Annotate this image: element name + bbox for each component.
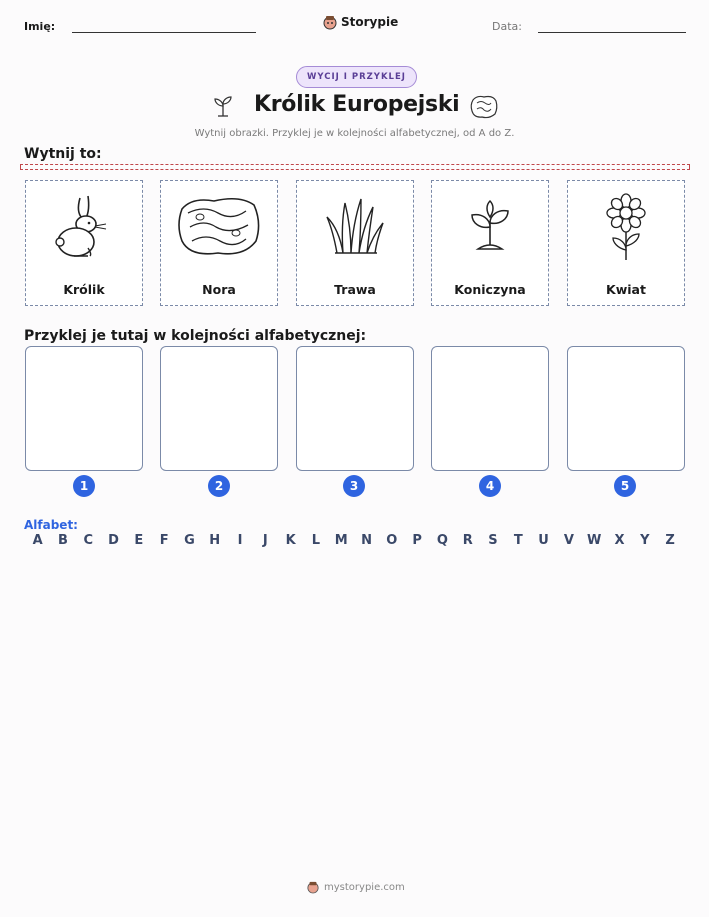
alphabet-letter: J: [262, 533, 268, 548]
alphabet-letter: B: [57, 533, 68, 548]
name-label: Imię:: [24, 20, 56, 33]
card-label: Trawa: [334, 282, 376, 297]
alphabet-letter: L: [311, 533, 321, 548]
cut-line: [20, 164, 690, 170]
card-label: Koniczyna: [454, 282, 526, 297]
alphabet-label: Alfabet:: [24, 518, 78, 532]
paste-slot-5[interactable]: [567, 346, 685, 471]
storypie-mascot-icon: [307, 880, 319, 894]
alphabet-letter: A: [32, 533, 43, 548]
footer: [307, 880, 405, 894]
cut-card-clover[interactable]: [431, 180, 549, 306]
paste-slot-2[interactable]: [160, 346, 278, 471]
page-title: Królik Europejski: [254, 92, 460, 117]
slot-number-badge: 1: [73, 475, 95, 497]
flower-icon: [568, 187, 684, 267]
paste-slot-4[interactable]: [431, 346, 549, 471]
burrow-small-icon: [469, 94, 499, 124]
alphabet-letter: M: [334, 533, 348, 548]
alphabet-letter: I: [237, 533, 243, 548]
alphabet-letter: R: [462, 533, 473, 548]
alphabet-letter: Z: [665, 533, 675, 548]
sprout-icon: [210, 94, 236, 122]
activity-badge: WYCIJ I PRZYKLEJ: [296, 66, 417, 88]
alphabet-letter: F: [159, 533, 169, 548]
alphabet-letter: C: [83, 533, 94, 548]
burrow-icon: [161, 187, 277, 267]
name-line[interactable]: [72, 32, 256, 33]
alphabet-letter: T: [513, 533, 523, 548]
alphabet-letter: V: [563, 533, 574, 548]
slot-number-badge: 2: [208, 475, 230, 497]
cut-heading: Wytnij to:: [24, 146, 102, 162]
card-label: Kwiat: [606, 282, 646, 297]
alphabet-letter: Q: [436, 533, 448, 548]
slot-number-badge: 4: [479, 475, 501, 497]
instructions: Wytnij obrazki. Przyklej je w kolejności alfabetycznej, od A do Z.: [194, 128, 515, 139]
cut-card-flower[interactable]: [567, 180, 685, 306]
brand-name: Storypie: [341, 15, 399, 29]
grass-icon: [297, 187, 413, 267]
alphabet-letter: S: [488, 533, 498, 548]
cut-card-grass[interactable]: [296, 180, 414, 306]
rabbit-icon: [26, 187, 142, 267]
paste-slot-3[interactable]: [296, 346, 414, 471]
date-label: Data:: [492, 20, 522, 33]
storypie-mascot-icon: [323, 14, 337, 30]
alphabet-letter: D: [108, 533, 119, 548]
cut-card-rabbit[interactable]: [25, 180, 143, 306]
card-label: Królik: [63, 282, 105, 297]
paste-heading: Przyklej je tutaj w kolejności alfabetycznej:: [24, 328, 367, 344]
alphabet-letter: H: [209, 533, 221, 548]
alphabet-letter: K: [285, 533, 296, 548]
alphabet-letter: X: [614, 533, 625, 548]
alphabet-letter: P: [412, 533, 422, 548]
alphabet-letter: E: [134, 533, 144, 548]
brand-logo: [323, 14, 398, 30]
alphabet-letter: Y: [640, 533, 650, 548]
cut-card-burrow[interactable]: [160, 180, 278, 306]
slot-number-badge: 5: [614, 475, 636, 497]
footer-site[interactable]: mystorypie.com: [324, 881, 405, 893]
alphabet-letter: U: [538, 533, 549, 548]
alphabet-letter: N: [361, 533, 372, 548]
alphabet-letter: G: [184, 533, 195, 548]
alphabet-letter: O: [386, 533, 398, 548]
paste-slot-1[interactable]: [25, 346, 143, 471]
slot-number-badge: 3: [343, 475, 365, 497]
alphabet-row: [25, 533, 683, 548]
alphabet-letter: W: [587, 533, 602, 548]
clover-sprout-icon: [432, 187, 548, 267]
card-label: Nora: [202, 282, 236, 297]
date-line[interactable]: [538, 32, 686, 33]
